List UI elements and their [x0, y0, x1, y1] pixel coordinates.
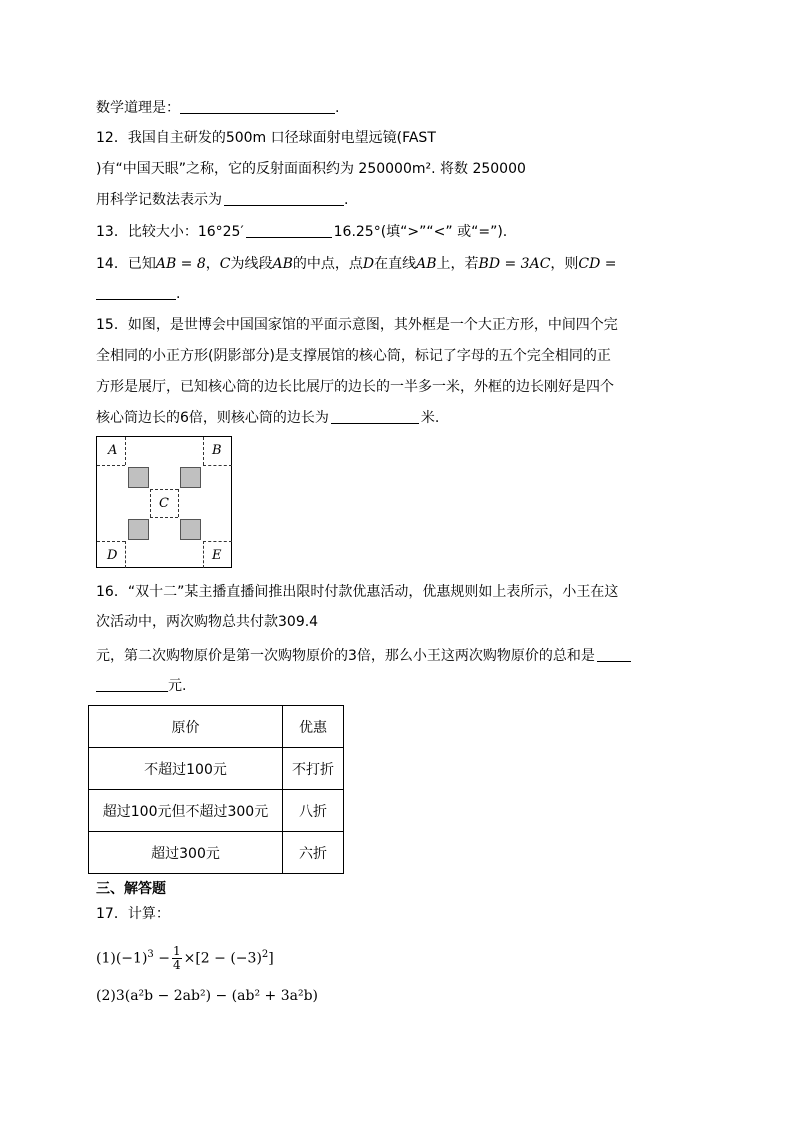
- label-d: D: [107, 548, 118, 563]
- q12-line1: 12．我国自主研发的500m 口径球面射电望远镜(FAST: [96, 130, 436, 146]
- q15-line4: 核心筒边长的6倍，则核心筒的边长为 米.: [96, 410, 440, 426]
- table-cell: 不打折: [283, 748, 344, 790]
- table-header: 优惠: [283, 706, 344, 748]
- q13: 13．比较大小：16°25′ 16.25°(填“>”“<” 或“=”).: [96, 224, 508, 240]
- q16-answer-blank-part2[interactable]: [96, 677, 168, 692]
- table-row: [89, 790, 344, 832]
- q16-line1: 16．“双十二”某主播直播间推出限时付款优惠活动，优惠规则如上表所示，小王在这: [96, 584, 619, 600]
- q15-line3: 方形是展厅，已知核心筒的边长比展厅的边长的一半多一米，外框的边长刚好是四个: [96, 379, 614, 395]
- q16-line4: 元.: [96, 676, 186, 696]
- table-cell: 六折: [283, 832, 344, 874]
- dashed-line: [203, 541, 204, 568]
- table-header: 原价: [89, 706, 283, 748]
- q15-answer-blank[interactable]: [331, 409, 419, 424]
- q11-answer-blank[interactable]: [180, 99, 335, 114]
- q17-part2: (2)3(a²b − 2ab²) − (ab² + 3a²b): [96, 988, 318, 1004]
- q14-line2: .: [96, 284, 180, 304]
- q12-answer-blank[interactable]: [224, 191, 344, 206]
- table-cell: 不超过100元: [89, 748, 283, 790]
- table-header-row: [89, 706, 344, 748]
- core-square: [180, 467, 201, 488]
- dashed-line: [178, 489, 179, 517]
- q15-line1: 15．如图，是世博会中国国家馆的平面示意图，其外框是一个大正方形，中间四个完: [96, 317, 618, 333]
- core-square: [180, 519, 201, 540]
- dashed-line: [203, 465, 232, 466]
- q14-answer-blank[interactable]: [96, 285, 176, 300]
- q11-text: 数学道理是：: [96, 100, 180, 116]
- dashed-line: [125, 437, 126, 465]
- dashed-line: [203, 437, 204, 465]
- table-cell: 超过300元: [89, 832, 283, 874]
- q16-line3: 元，第二次购物原价是第一次购物原价的3倍，那么小王这两次购物原价的总和是: [96, 646, 631, 666]
- q16-answer-blank-part1[interactable]: [597, 647, 631, 662]
- label-b: B: [212, 443, 222, 458]
- label-e: E: [212, 548, 222, 563]
- core-square: [128, 519, 149, 540]
- q12-line3: 用科学记数法表示为 .: [96, 192, 349, 208]
- label-c: C: [159, 496, 169, 511]
- dashed-line: [125, 541, 126, 568]
- dashed-line: [150, 517, 178, 518]
- q14-line1: 14．已知AB = 8，C为线段AB的中点，点D在直线AB上，若BD = 3AC，则CD =: [96, 256, 617, 272]
- table-cell: 八折: [283, 790, 344, 832]
- core-square: [128, 467, 149, 488]
- table-cell: 超过100元但不超过300元: [89, 790, 283, 832]
- table-row: [89, 748, 344, 790]
- q13-answer-blank[interactable]: [246, 223, 332, 238]
- dashed-line: [203, 541, 232, 542]
- q15-line2: 全相同的小正方形(阴影部分)是支撑展馆的核心筒，标记了字母的五个完全相同的正: [96, 348, 611, 364]
- q16-line2: 次活动中，两次购物总共付款309.4: [96, 614, 319, 630]
- dashed-line: [150, 489, 151, 517]
- q17-part1: $(1)(-1)^3$ − $\frac{1}{4}$ $\times[2 - (-3)^2]$: [96, 944, 274, 973]
- q12-line2: )有“中国天眼”之称，它的反射面面积约为 250000m². 将数 250000: [96, 161, 526, 177]
- section-title: 三、解答题: [96, 881, 166, 897]
- dashed-line: [150, 489, 178, 490]
- pavilion-figure: [96, 436, 232, 568]
- dashed-line: [97, 541, 125, 542]
- label-a: A: [108, 443, 118, 458]
- dashed-line: [97, 465, 125, 466]
- fraction: $\frac{1}{4}$: [172, 944, 181, 973]
- table-row: [89, 832, 344, 874]
- q11-answer-line: 数学道理是： .: [96, 100, 340, 116]
- q17-title: 17．计算：: [96, 906, 170, 922]
- discount-table: [88, 705, 344, 874]
